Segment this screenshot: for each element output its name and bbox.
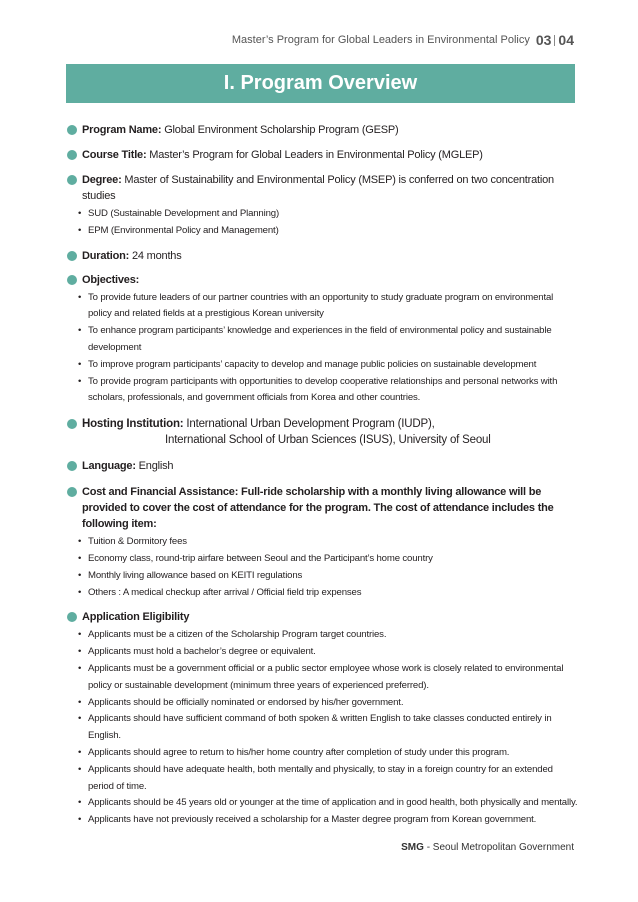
list-item: • Applicants should agree to return to his/her home country after completion of study under this program.: [78, 746, 510, 758]
list-item: • Tuition & Dormitory fees: [78, 536, 187, 548]
list-item: • Applicants should have sufficient command of both spoken & written English to take classes conducted entirely in English.: [78, 713, 552, 742]
bullet-dot-icon: [67, 150, 77, 160]
bullet-dot-icon: [67, 461, 77, 471]
hosting-value: International Urban Development Program (IUDP),: [186, 418, 435, 431]
language-item: [67, 458, 579, 474]
hosting-value-line2: International School of Urban Sciences (ISUS), University of Seoul: [165, 434, 491, 447]
list-item: • Applicants have not previously received a scholarship for a Master degree program from Korean government.: [78, 814, 537, 826]
duration-item: [67, 248, 579, 264]
language-value: English: [138, 460, 174, 473]
running-header: [232, 32, 574, 48]
bullet-dot-icon: [67, 612, 77, 622]
list-item: • Applicants should have adequate health, both mentally and physically, to stay in a foreign country for an extended period of time.: [78, 763, 553, 792]
objectives-item: [67, 272, 579, 288]
bullet-dot-icon: [67, 125, 77, 135]
list-item: • Applicants should be officially nominated or endorsed by his/her government.: [78, 696, 404, 708]
list-item: • Applicants must be a citizen of the Scholarship Program target countries.: [78, 629, 387, 641]
course-title-value: Master’s Program for Global Leaders in Environmental Policy (MGLEP): [149, 149, 483, 161]
degree-item: [67, 172, 579, 204]
program-name-label: Program Name:: [82, 124, 162, 136]
bullet-dot-icon: [67, 419, 77, 429]
list-item: • SUD (Sustainable Development and Planning): [78, 208, 280, 219]
bullet-dot-icon: [67, 487, 77, 497]
duration-label: Duration:: [82, 249, 130, 262]
list-item: • EPM (Environmental Policy and Management): [78, 224, 279, 236]
list-item: • To enhance program participants’ knowledge and experiences in the field of environmental policy and sustainable development: [78, 325, 552, 353]
eligibility-label: Application Eligibility: [82, 611, 190, 624]
list-item: • Others : A medical checkup after arrival / Official field trip expenses: [78, 586, 362, 598]
eligibility-item: [67, 609, 579, 625]
bullet-dot-icon: [67, 175, 77, 185]
degree-bullets: [67, 206, 579, 240]
hosting-label: Hosting Institution:: [82, 418, 184, 431]
list-item: • Monthly living allowance based on KEITI regulations: [78, 569, 303, 581]
program-name-value: Global Environment Scholarship Program (GESP): [164, 124, 399, 136]
footer-abbr: SMG: [401, 842, 424, 853]
language-label: Language:: [82, 460, 136, 473]
objectives-bullets: [67, 290, 579, 408]
degree-label: Degree:: [82, 174, 122, 186]
list-item: • Applicants must be a government official or a public sector employee whose work is closely related to environmental policy or sustainable development (minimum three years of experienced preferred).: [78, 662, 564, 691]
program-name-item: [67, 122, 579, 138]
eligibility-bullets: [67, 627, 579, 829]
list-item: • Applicants should be 45 years old or younger at the time of application and in good health, both physically and mentally.: [78, 797, 578, 809]
cost-bullets: [67, 534, 579, 601]
overview-content: [67, 122, 579, 829]
page-number-right: 04: [558, 32, 574, 48]
list-item: • To provide program participants with opportunities to develop cooperative relationships and personal networks with scholars, professionals, and government officials from Korea and other countries.: [78, 375, 558, 404]
header-title: Master’s Program for Global Leaders in Environmental Policy: [231, 34, 530, 46]
section-title-banner: [66, 64, 575, 103]
degree-value: Master of Sustainability and Environmental Policy (MSEP) is conferred on two concentration studies: [82, 174, 554, 202]
cost-item: [67, 484, 579, 532]
bullet-dot-icon: [67, 251, 77, 261]
list-item: • Applicants must hold a bachelor’s degree or equivalent.: [78, 646, 316, 658]
bullet-dot-icon: [67, 275, 77, 285]
footer-text: - Seoul Metropolitan Government: [423, 842, 574, 853]
page-number-divider: [554, 35, 555, 46]
list-item: • Economy class, round-trip airfare between Seoul and the Participant’s home country: [78, 552, 433, 564]
hosting-item: [67, 416, 579, 432]
page-number-left: 03: [535, 32, 552, 48]
list-item: • To provide future leaders of our partner countries with an opportunity to study graduate program on environmental policy and related fields at a prestigious Korean university: [78, 291, 554, 320]
course-title-item: [67, 147, 579, 163]
cost-label: Cost and Financial Assistance: Full-ride scholarship with a monthly living allowance will be provided to cover the cost of attendance for the program. The cost of attendance includes the following item:: [82, 486, 554, 531]
duration-value: 24 months: [131, 249, 182, 262]
page-footer: [401, 842, 574, 853]
section-title: I. Program Overview: [223, 72, 418, 94]
course-title-label: Course Title:: [82, 149, 147, 161]
list-item: • To improve program participants’ capacity to develop and manage public policies on sustainable development: [78, 358, 537, 370]
objectives-label: Objectives:: [82, 273, 140, 286]
